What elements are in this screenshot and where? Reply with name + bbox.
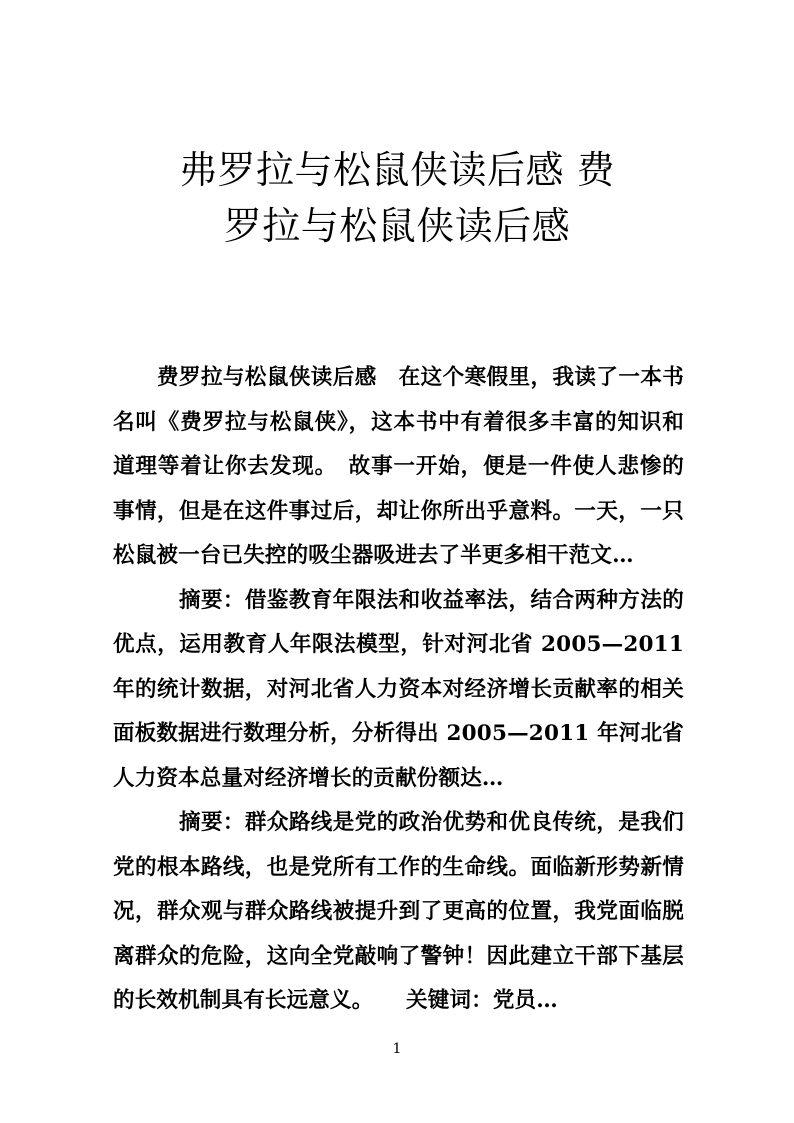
page-title-line-1: 弗罗拉与松鼠侠读后感 费	[178, 148, 616, 192]
document-body	[113, 356, 684, 1024]
body-paragraph-3: 摘要：群众路线是党的政治优势和优良传统，是我们党的根本路线，也是党所有工作的生命线。面临新形势新情况，群众观与群众路线被提升到了更高的位置，我党面临脱离群众的危险，这向全党敲响了警钟！因此建立干部下基层的长效机制具有长远意义。 关键词：党员…	[113, 810, 684, 1013]
page-title	[113, 142, 681, 254]
page-title-line-2: 罗拉与松鼠侠读后感	[223, 204, 571, 248]
page-number: 1	[392, 1041, 402, 1057]
body-paragraph-1: 费罗拉与松鼠侠读后感 在这个寒假里，我读了一本书名叫《费罗拉与松鼠侠》，这本书中有着很多丰富的知识和道理等着让你去发现。 故事一开始，便是一件使人悲惨的事情，但是在这件事过后，却让你所出乎意料。一天，一只松鼠被一台已失控的吸尘器吸进去了半更多相干范文…	[113, 365, 684, 568]
body-paragraph-2: 摘要：借鉴教育年限法和收益率法，结合两种方法的优点，运用教育人年限法模型，针对河北省 2005—2011 年的统计数据，对河北省人力资本对经济增长贡献率的相关面板数据进行数理分析，分析得出 2005—2011 年河北省人力资本总量对经济增长的贡献份额达…	[113, 587, 684, 791]
